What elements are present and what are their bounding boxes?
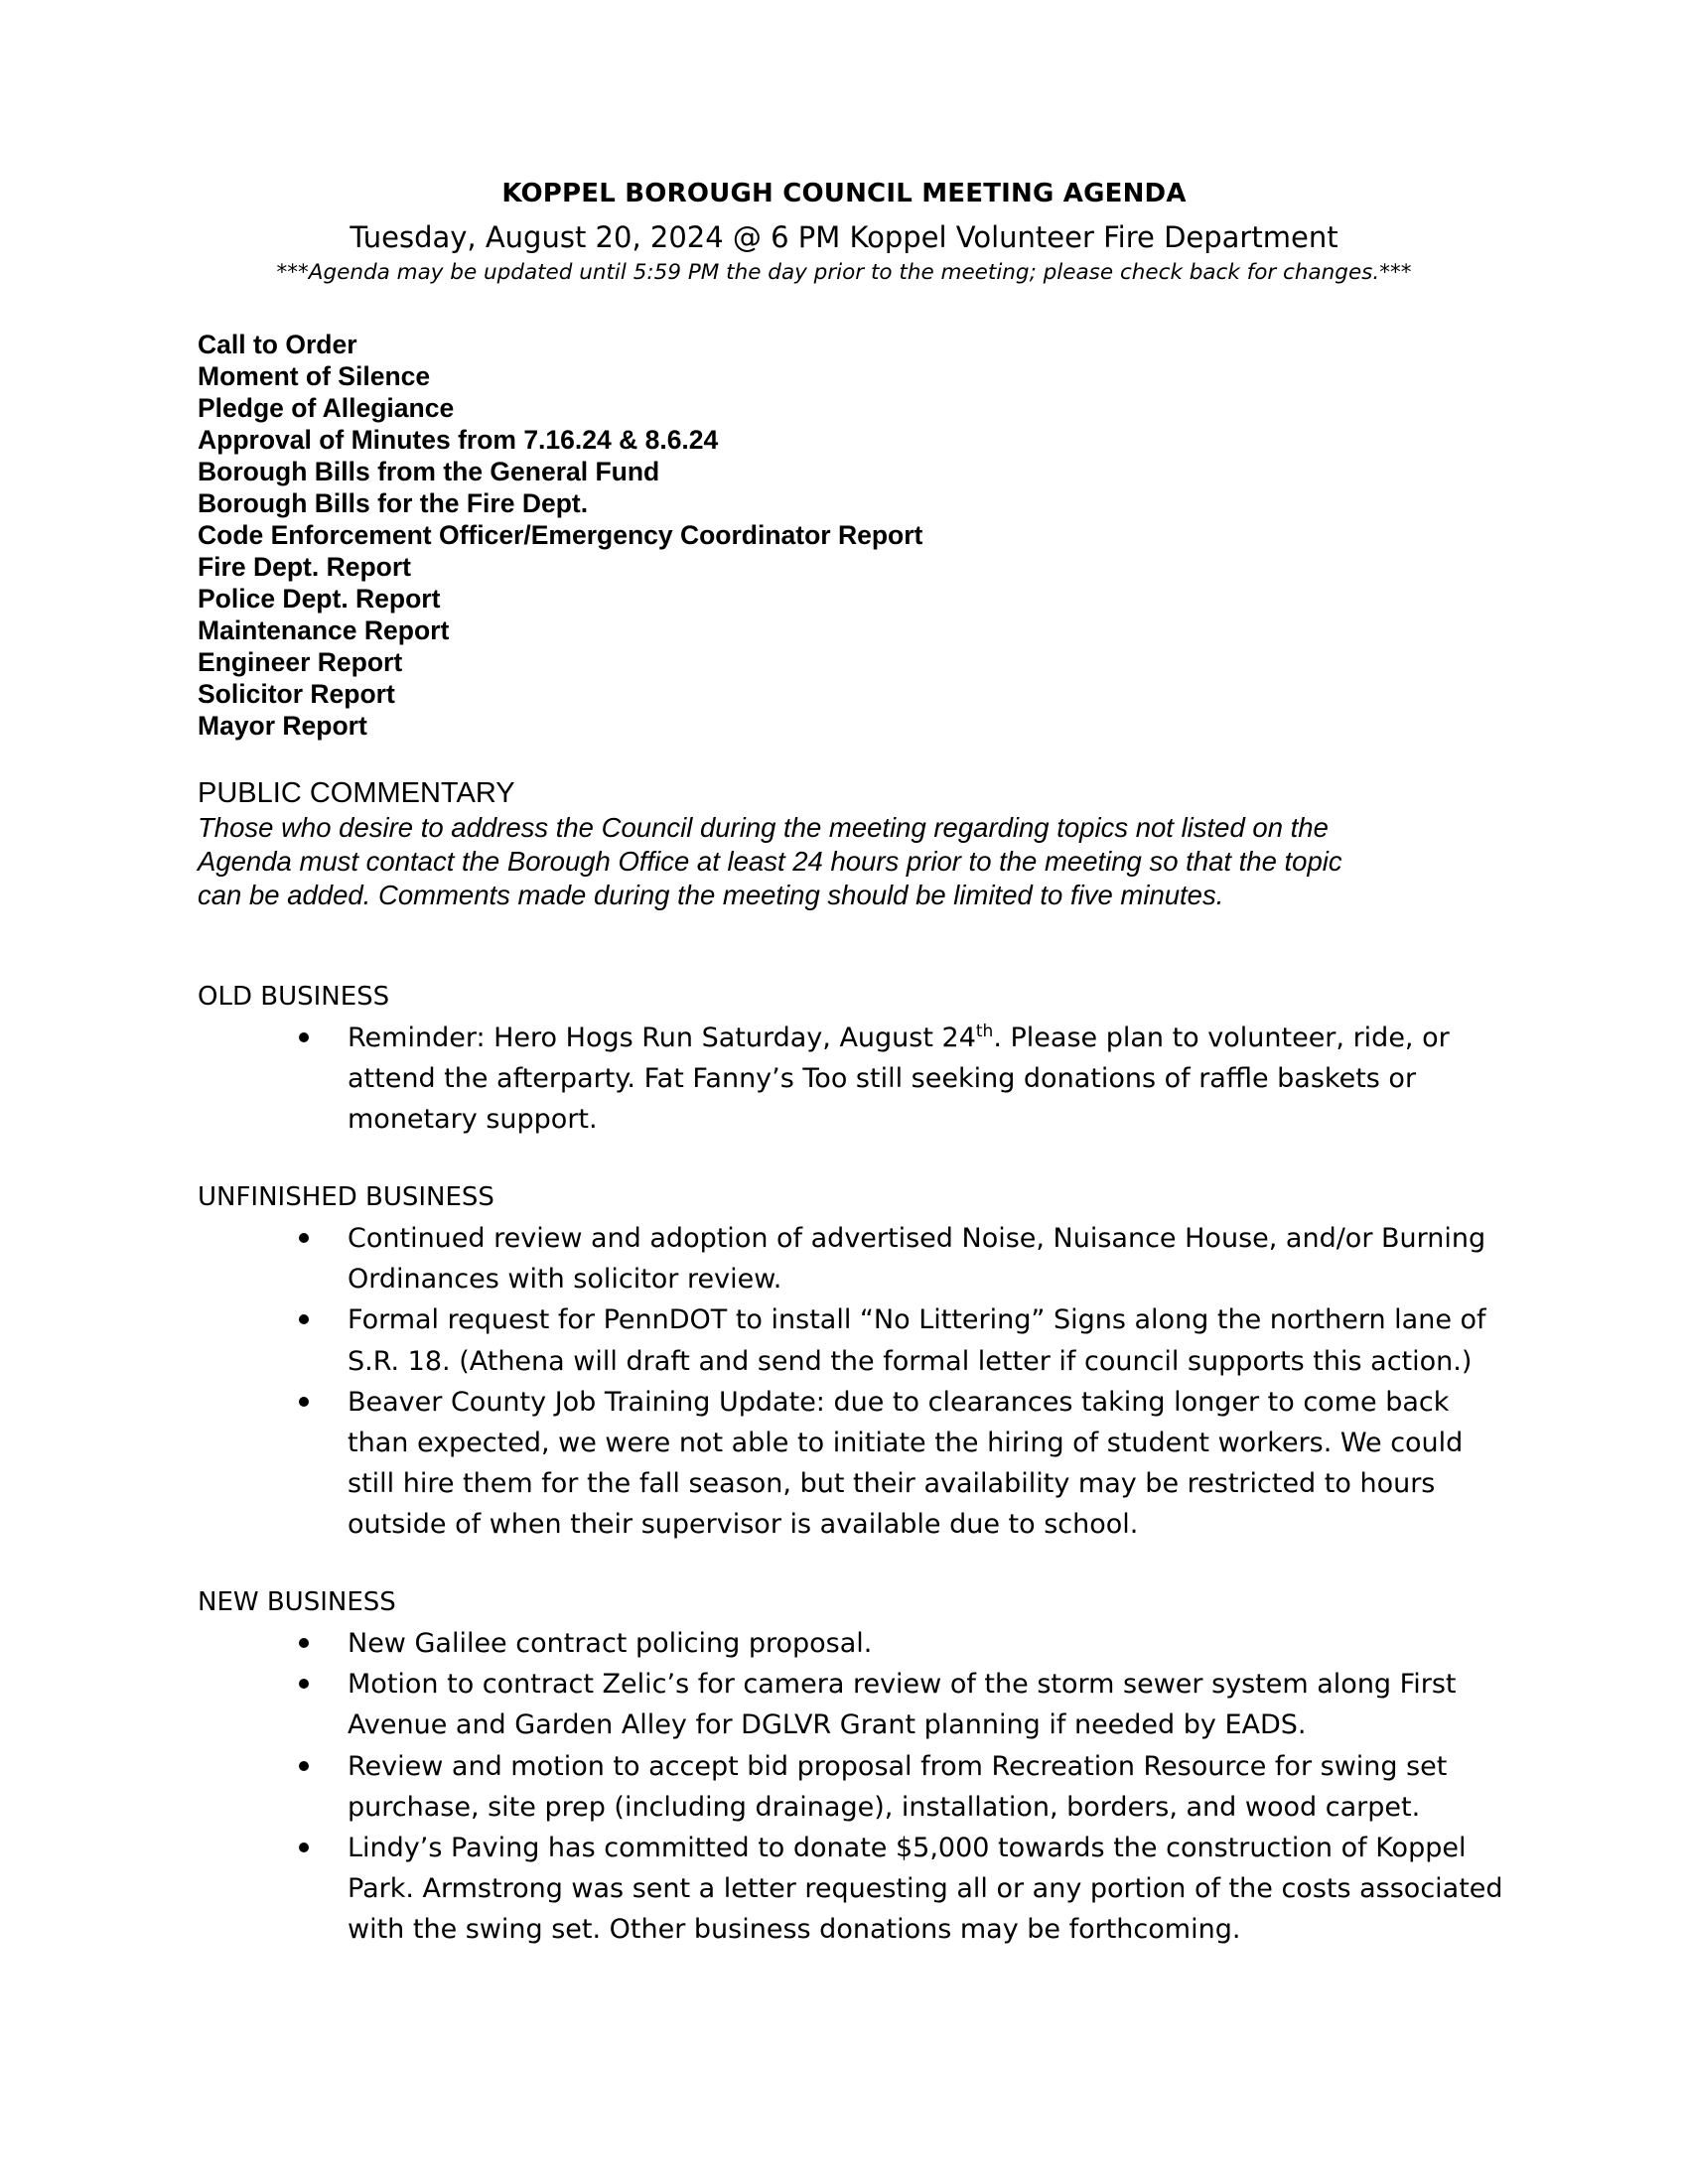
agenda-item: Code Enforcement Officer/Emergency Coordinator Report: [198, 520, 923, 550]
old-business-item: [293, 1018, 1514, 1141]
unfinished-business-list: [293, 1218, 1514, 1546]
agenda-item: Mayor Report: [198, 711, 367, 741]
agenda-item: Pledge of Allegiance: [198, 393, 455, 423]
new-business-item: [293, 1664, 1514, 1745]
bullet-icon: [299, 1843, 309, 1852]
old-business-item-text-cont: . Please plan to volunteer, ride, or attend the afterparty. Fat Fanny’s Too still seeking donations of raffle baskets or monetary support.: [348, 1023, 1450, 1136]
public-commentary-line: Those who desire to address the Council during the meeting regarding topics not listed on the: [198, 812, 1329, 843]
agenda-item: Police Dept. Report: [198, 584, 441, 614]
agenda-list: [198, 329, 922, 742]
new-business-item-text: New Galilee contract policing proposal.: [348, 1628, 873, 1659]
unfinished-business-item-text: Formal request for PennDOT to install “No Littering” Signs along the northern lane of S.R. 18. (Athena will draft and send the formal letter if council supports this action.): [348, 1304, 1486, 1377]
agenda-item: Fire Dept. Report: [198, 552, 411, 582]
new-business-heading: NEW BUSINESS: [198, 1587, 396, 1617]
public-commentary-line: Agenda must contact the Borough Office at least 24 hours prior to the meeting so that the topic: [198, 846, 1342, 877]
agenda-item: Engineer Report: [198, 647, 403, 677]
meeting-datetime-location: Tuesday, August 20, 2024 @ 6 PM Koppel Volunteer Fire Department: [350, 220, 1338, 254]
new-business-item: [293, 1828, 1514, 1951]
new-business-item: [293, 1746, 1514, 1828]
public-commentary-text: [198, 811, 1518, 912]
new-business-item-text: Lindy’s Paving has committed to donate $5,000 towards the construction of Koppel Park. Armstrong was sent a letter requesting all or any portion of the costs associated with the swing set. Other business donations may be forthcoming.: [348, 1833, 1503, 1946]
bullet-icon: [299, 1233, 309, 1243]
unfinished-business-item-text: Beaver County Job Training Update: due to clearances taking longer to come back than expected, we were not able to initiate the hiring of student workers. We could still hire them for the fall season, but their availability may be restricted to hours outside of when their supervisor is available due to school.: [348, 1386, 1464, 1541]
bullet-icon: [299, 1761, 309, 1771]
agenda-item: Borough Bills from the General Fund: [198, 457, 660, 486]
agenda-item: Maintenance Report: [198, 615, 450, 645]
unfinished-business-item: [293, 1299, 1514, 1381]
old-business-item-text: Reminder: Hero Hogs Run Saturday, August 24: [348, 1023, 976, 1053]
unfinished-business-item-text: Continued review and adoption of advertised Noise, Nuisance House, and/or Burning Ordinances with solicitor review.: [348, 1223, 1486, 1296]
new-business-list: [293, 1623, 1514, 1951]
bullet-icon: [299, 1638, 309, 1648]
old-business-list: [293, 1018, 1514, 1141]
agenda-item: Moment of Silence: [198, 361, 431, 391]
agenda-item: Call to Order: [198, 330, 357, 359]
public-commentary-line: can be added. Comments made during the meeting should be limited to five minutes.: [198, 880, 1224, 910]
agenda-item: Solicitor Report: [198, 679, 395, 709]
unfinished-business-item: [293, 1218, 1514, 1299]
unfinished-business-heading: UNFINISHED BUSINESS: [198, 1182, 494, 1212]
bullet-icon: [299, 1032, 309, 1042]
new-business-item-text: Motion to contract Zelic’s for camera review of the storm sewer system along First Avenue and Garden Alley for DGLVR Grant planning if needed by EADS.: [348, 1669, 1457, 1741]
public-commentary-heading: PUBLIC COMMENTARY: [198, 777, 515, 809]
agenda-item: Approval of Minutes from 7.16.24 & 8.6.24: [198, 425, 719, 455]
ordinal-suffix: th: [975, 1022, 994, 1041]
new-business-item: [293, 1623, 1514, 1664]
old-business-heading: OLD BUSINESS: [198, 982, 390, 1012]
agenda-update-note: ***Agenda may be updated until 5:59 PM the day prior to the meeting; please check back for changes.***: [276, 260, 1412, 285]
agenda-item: Borough Bills for the Fire Dept.: [198, 488, 589, 518]
page-title: KOPPEL BOROUGH COUNCIL MEETING AGENDA: [501, 179, 1187, 208]
unfinished-business-item: [293, 1382, 1514, 1546]
bullet-icon: [299, 1397, 309, 1407]
new-business-item-text: Review and motion to accept bid proposal from Recreation Resource for swing set purchase, site prep (including drainage), installation, borders, and wood carpet.: [348, 1750, 1448, 1823]
bullet-icon: [299, 1314, 309, 1324]
bullet-icon: [299, 1679, 309, 1689]
